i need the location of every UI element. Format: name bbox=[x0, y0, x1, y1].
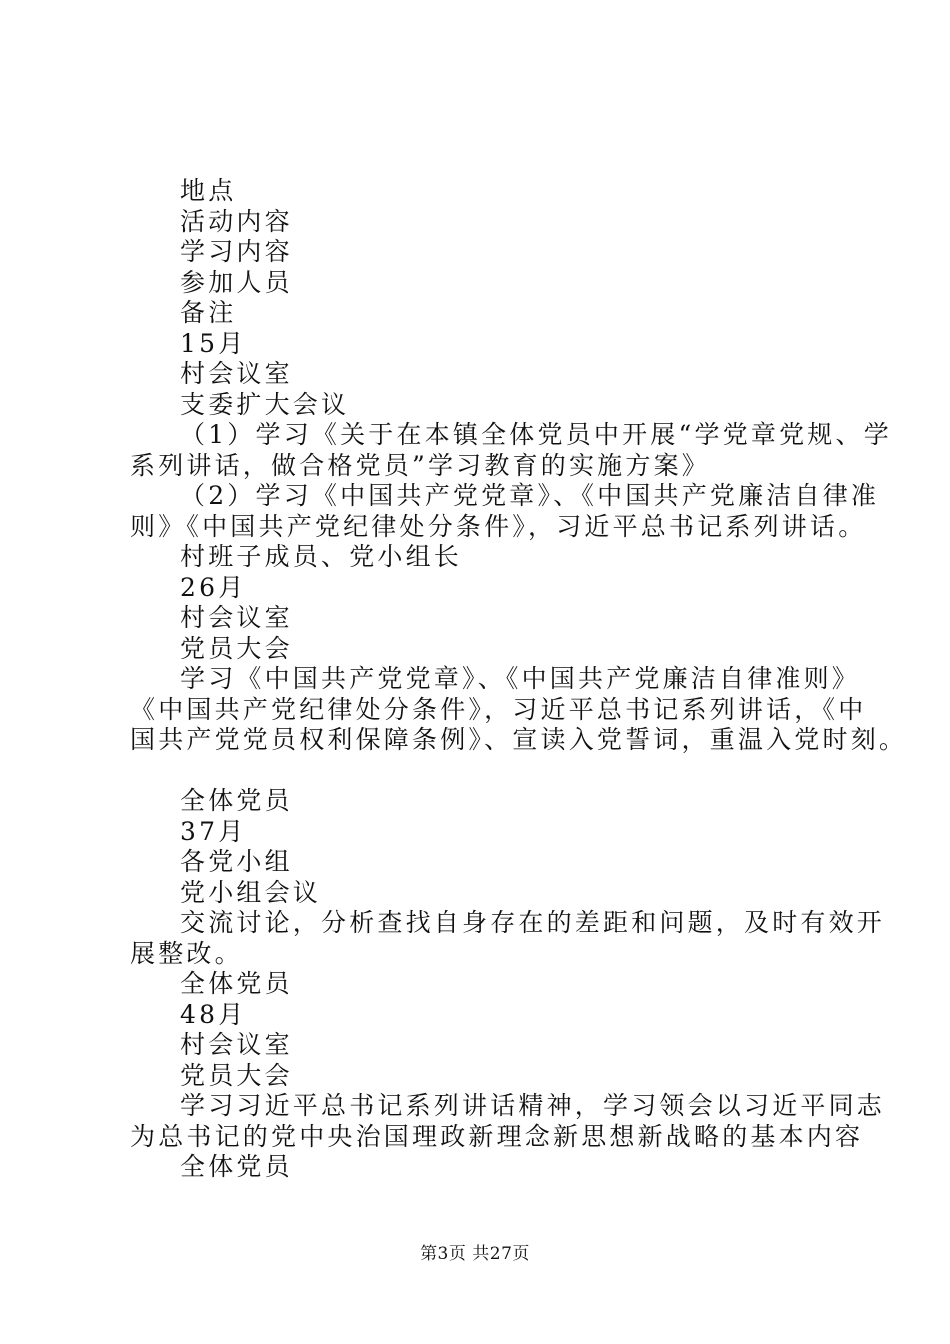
text-line: 学习内容 bbox=[180, 237, 293, 266]
text-line: 村会议室 bbox=[180, 603, 293, 632]
text-line: 国共产党党员权利保障条例》、宣读入党誓词，重温入党时刻。 bbox=[130, 725, 908, 754]
text-line: 各党小组 bbox=[180, 847, 293, 876]
text-line: 15月 bbox=[180, 328, 247, 358]
blank-line bbox=[130, 756, 850, 787]
page-number-footer: 第3页 共27页 bbox=[420, 1244, 530, 1264]
text-line: 村班子成员、党小组长 bbox=[180, 542, 463, 571]
text-line: 则》《中国共产党纪律处分条件》，习近平总书记系列讲话。 bbox=[130, 511, 867, 541]
text-line: 备注 bbox=[180, 298, 237, 327]
text-line: 支委扩大会议 bbox=[180, 389, 350, 419]
text-line: 系列讲话，做合格党员”学习教育的实施方案》 bbox=[130, 450, 710, 480]
text-line: 村会议室 bbox=[180, 1030, 293, 1059]
text-line: 党员大会 bbox=[180, 1060, 293, 1090]
text-line: 全体党员 bbox=[180, 969, 293, 998]
text-line: 为总书记的党中央治国理政新理念新思想新战略的基本内容 bbox=[130, 1121, 864, 1151]
text-line: 党小组会议 bbox=[180, 877, 322, 907]
text-line: 《中国共产党纪律处分条件》，习近平总书记系列讲话，《中 bbox=[130, 694, 867, 724]
text-line: 48月 bbox=[180, 999, 247, 1029]
text-line: 全体党员 bbox=[180, 1152, 293, 1181]
text-line: 学习习近平总书记系列讲话精神，学习领会以习近平同志 bbox=[180, 1091, 886, 1120]
text-line: 学习《中国共产党党章》、《中国共产党廉洁自律准则》 bbox=[180, 664, 861, 693]
document-body bbox=[130, 176, 908, 1183]
text-line: 地点 bbox=[180, 176, 237, 205]
text-line: （1）学习《关于在本镇全体党员中开展“学党章党规、学 bbox=[180, 420, 892, 449]
text-line: （2）学习《中国共产党党章》、《中国共产党廉洁自律准 bbox=[180, 481, 880, 510]
text-line: 党员大会 bbox=[180, 633, 293, 663]
text-line: 活动内容 bbox=[180, 206, 293, 236]
text-line: 26月 bbox=[180, 572, 247, 602]
text-line: 参加人员 bbox=[180, 267, 293, 297]
text-line: 全体党员 bbox=[180, 786, 293, 815]
text-line: 村会议室 bbox=[180, 359, 293, 388]
text-line: 交流讨论，分析查找自身存在的差距和问题，及时有效开 bbox=[180, 908, 886, 937]
text-line: 展整改。 bbox=[130, 938, 243, 968]
text-line: 37月 bbox=[180, 816, 247, 846]
